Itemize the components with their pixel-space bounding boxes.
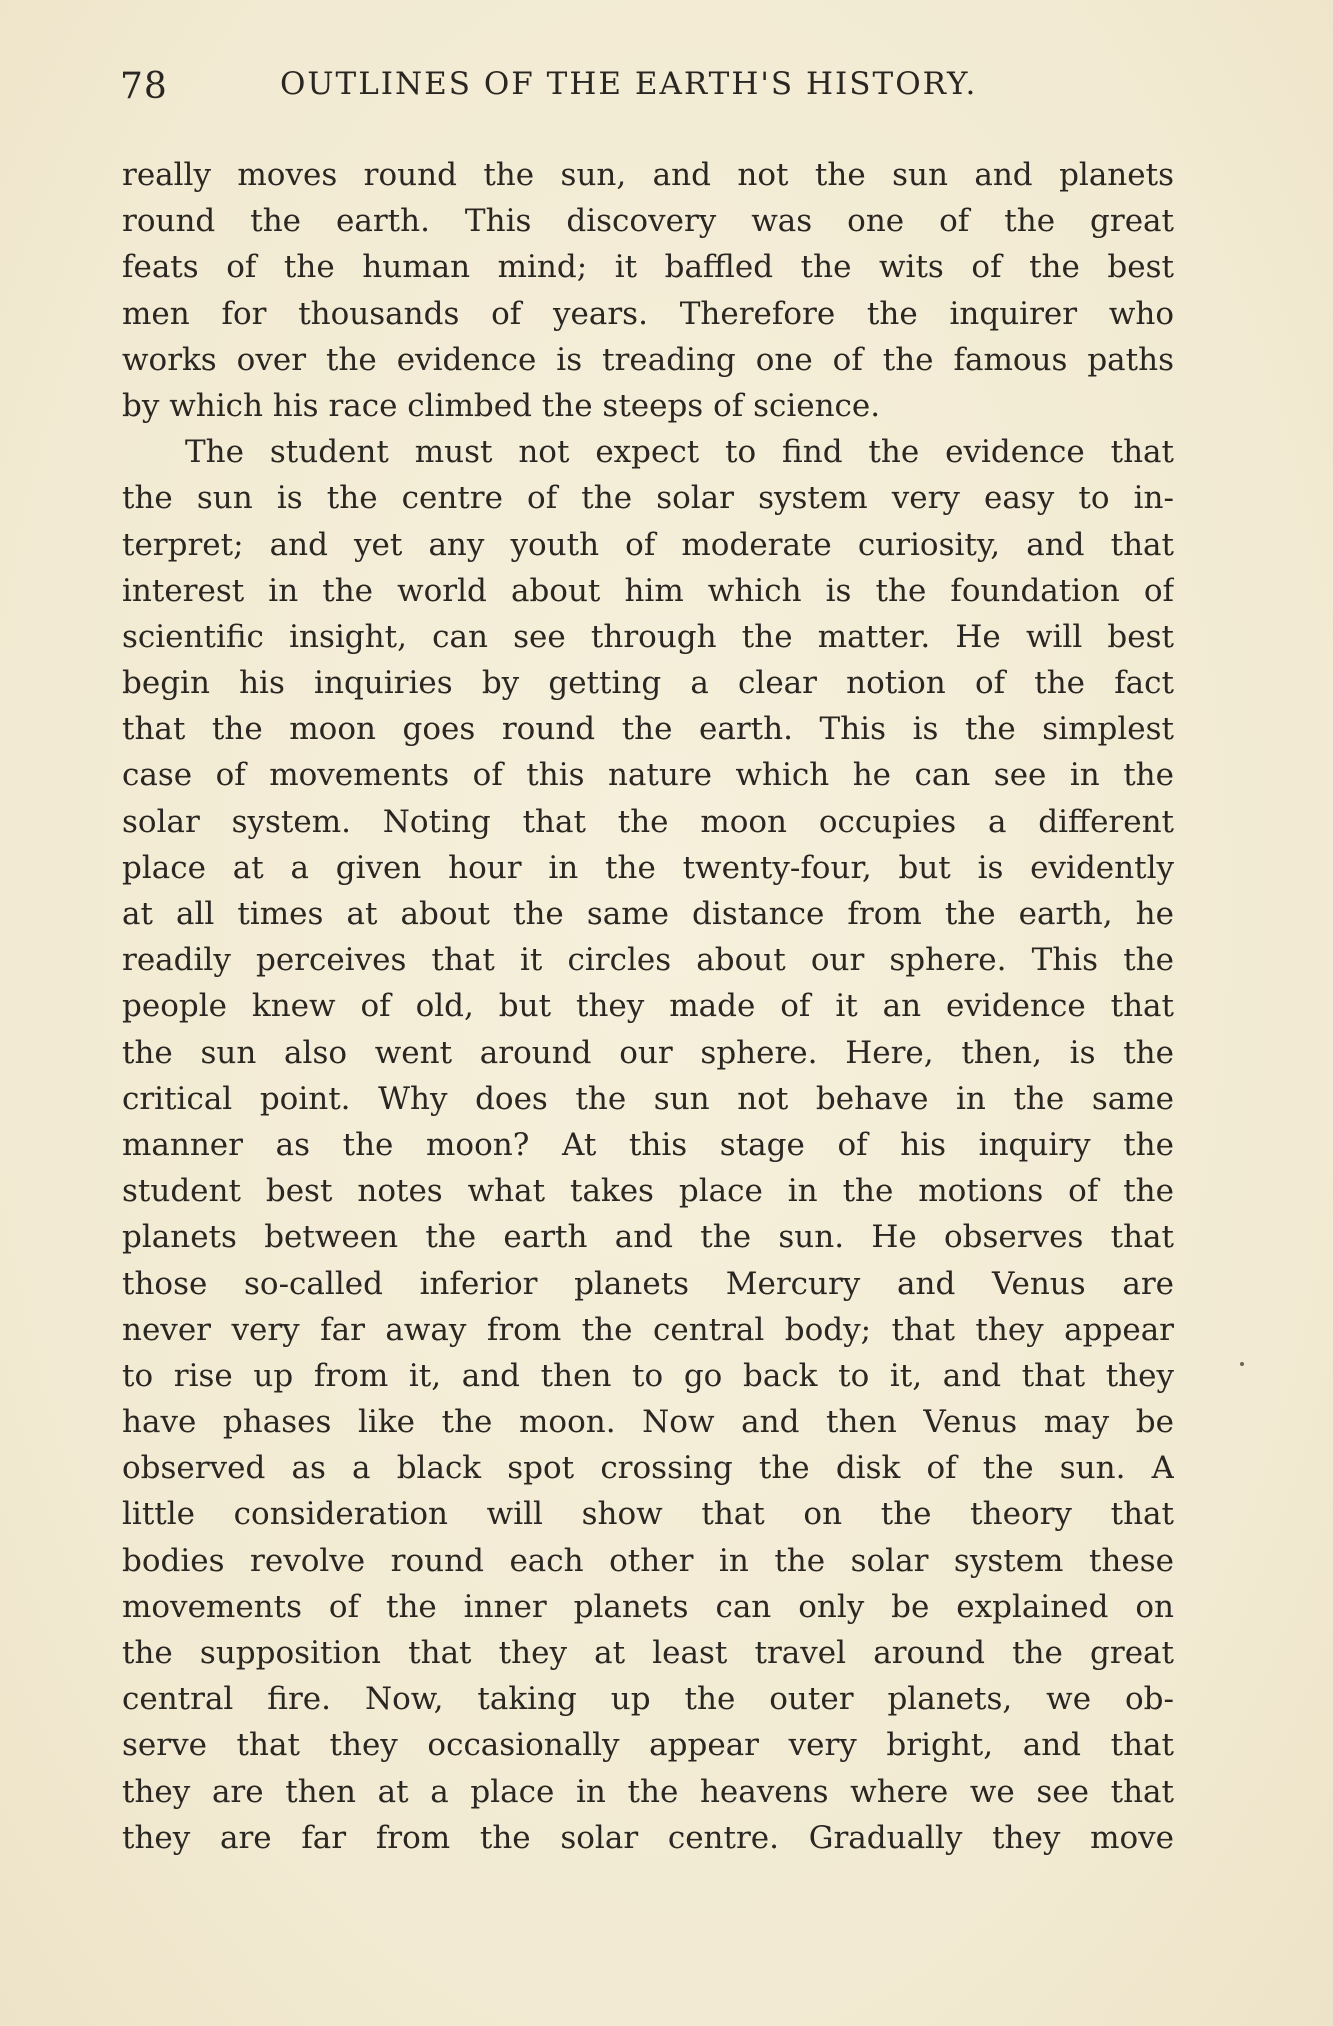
text-line: case of movements of this nature which he can see in the	[122, 757, 1174, 794]
page-number: 78	[120, 66, 168, 107]
text-line: the supposition that they at least travel around the great	[122, 1635, 1174, 1671]
text-line: really moves round the sun, and not the sun and planets	[122, 157, 1174, 193]
text-line: those so-called inferior planets Mercury and Venus are	[122, 1265, 1174, 1302]
text-line: by which his race climbed the steeps of science.	[122, 387, 881, 424]
text-line: the sun is the centre of the solar system very easy to in-	[122, 480, 1174, 517]
text-line: bodies revolve round each other in the solar system these	[122, 1542, 1174, 1579]
text-line: manner as the moon? At this stage of his inquiry the	[122, 1126, 1174, 1163]
text-line: movements of the inner planets can only be explained on	[122, 1588, 1174, 1625]
text-line: never very far away from the central body; that they appear	[122, 1311, 1174, 1348]
text-line: interest in the world about him which is the foundation of	[122, 572, 1174, 609]
text-line: works over the evidence is treading one of the famous paths	[122, 341, 1174, 378]
text-line: student best notes what takes place in the motions of the	[122, 1173, 1174, 1210]
ink-speck	[1240, 1362, 1244, 1366]
text-line: begin his inquiries by getting a clear notion of the fact	[122, 665, 1174, 702]
text-line: readily perceives that it circles about our sphere. This the	[122, 942, 1174, 979]
page-header	[120, 62, 1180, 112]
text-line: they are then at a place in the heavens where we see that	[122, 1773, 1174, 1810]
text-line: little consideration will show that on the theory that	[122, 1496, 1174, 1533]
text-line: terpret; and yet any youth of moderate curiosity, and that	[122, 526, 1174, 563]
body-text	[122, 152, 1174, 1861]
text-line: at all times at about the same distance from the earth, he	[122, 896, 1174, 932]
text-line: planets between the earth and the sun. He observes that	[122, 1219, 1174, 1256]
text-line: place at a given hour in the twenty-four, but is evidently	[122, 849, 1174, 886]
paragraph-start-line: The student must not expect to find the evidence that	[185, 434, 1174, 471]
text-line: they are far from the solar centre. Gradually they move	[122, 1819, 1174, 1856]
text-line: serve that they occasionally appear very bright, and that	[122, 1727, 1174, 1764]
text-line: solar system. Noting that the moon occupies a different	[122, 803, 1174, 840]
text-line: that the moon goes round the earth. This is the simplest	[122, 711, 1174, 748]
text-line: critical point. Why does the sun not behave in the same	[122, 1080, 1174, 1117]
running-head: OUTLINES OF THE EARTH'S HISTORY.	[280, 66, 978, 102]
text-line: people knew of old, but they made of it an evidence that	[122, 988, 1174, 1025]
text-line: feats of the human mind; it baffled the wits of the best	[122, 249, 1174, 286]
text-line: observed as a black spot crossing the disk of the sun. A	[122, 1450, 1174, 1487]
text-line: have phases like the moon. Now and then Venus may be	[122, 1404, 1174, 1441]
text-line: to rise up from it, and then to go back to it, and that they	[122, 1357, 1174, 1394]
text-line: central fire. Now, taking up the outer planets, we ob-	[122, 1681, 1174, 1718]
text-line: scientific insight, can see through the matter. He will best	[122, 618, 1174, 655]
text-line: round the earth. This discovery was one of the great	[122, 203, 1174, 240]
text-line: men for thousands of years. Therefore the inquirer who	[122, 295, 1174, 332]
text-line: the sun also went around our sphere. Here, then, is the	[122, 1034, 1174, 1071]
